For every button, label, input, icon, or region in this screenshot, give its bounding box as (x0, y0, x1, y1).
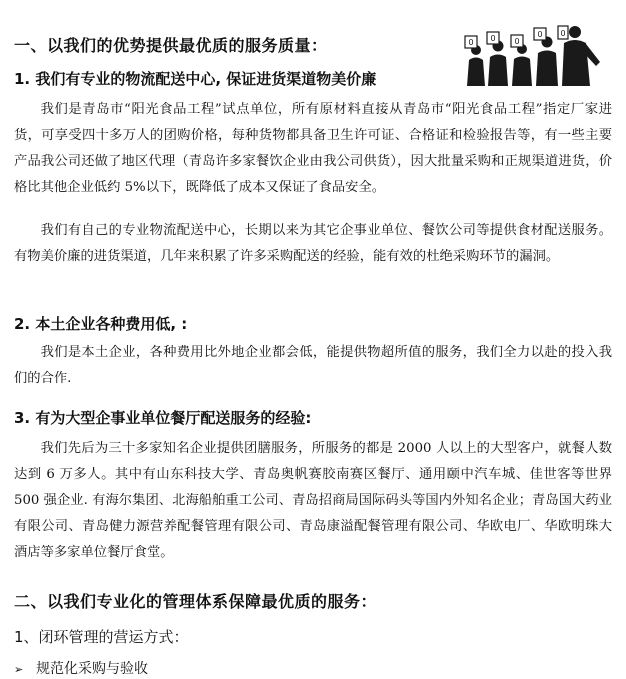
sub-1-heading: 1、闭环管理的营运方式： (14, 628, 189, 646)
item-1-paragraph-1: 我们是青岛市“阳光食品工程”试点单位，所有原材料直接从青岛市“阳光食品工程”指定厂家进货，可享受四十多万人的团购价格，每种货物都具备卫生许可证、合格证和检验报告等，有一些主要产品我公司还做了地区代理（青岛许多家餐饮企业由我公司供货），因大批量采购和正规渠道进货，价格比其他企业低约 5%以下，既降低了成本又保证了食品安全。 (14, 102, 612, 195)
score-card-1: 0 (468, 38, 474, 47)
score-card-5: 0 (560, 29, 566, 38)
bullet-item (14, 658, 148, 678)
arrow-bullet-icon: ➢ (14, 663, 24, 676)
score-card-2: 0 (490, 34, 496, 43)
item-1-paragraph-2: 我们有自己的专业物流配送中心，长期以来为其它企事业单位、餐饮公司等提供食材配送服务。有物美价廉的进货渠道，几年来积累了许多采购配送的经验，能有效的杜绝采购环节的漏洞。 (14, 223, 612, 264)
judges-score-cards-icon (462, 22, 604, 86)
item-3-paragraph: 我们先后为三十多家知名企业提供团膳服务，所服务的都是 2000 人以上的大型客户，就餐人数达到 6 万多人。其中有山东科技大学、青岛奥帆赛胶南赛区餐厅、通用颐中汽车城、佳世客等世界 500 强企业. 有海尔集团、北海船舶重工公司、青岛招商局国际码头等国内外知名企业；青岛国大药业有限公司、青岛健力源营养配餐管理有限公司、青岛康溢配餐管理有限公司、华欧电厂、华欧明珠大酒店等多家单位餐厅食堂。 (14, 441, 612, 560)
item-3-heading: 3. 有为大型企事业单位餐厅配送服务的经验: (14, 409, 312, 427)
section-2-heading: 二、以我们专业化的管理体系保障最优质的服务： (14, 592, 378, 611)
score-card-4: 0 (537, 30, 543, 39)
bullet-text: 规范化采购与验收 (36, 661, 148, 677)
item-2-paragraph: 我们是本土企业，各种费用比外地企业都会低，能提供物超所值的服务，我们全力以赴的投入我们的合作. (14, 345, 612, 386)
item-2-heading: 2. 本土企业各种费用低, : (14, 315, 188, 333)
score-card-3: 0 (514, 37, 520, 46)
item-1-heading: 1. 我们有专业的物流配送中心, 保证进货渠道物美价廉 (14, 70, 377, 88)
section-1-heading: 一、以我们的优势提供最优质的服务质量： (14, 36, 328, 55)
